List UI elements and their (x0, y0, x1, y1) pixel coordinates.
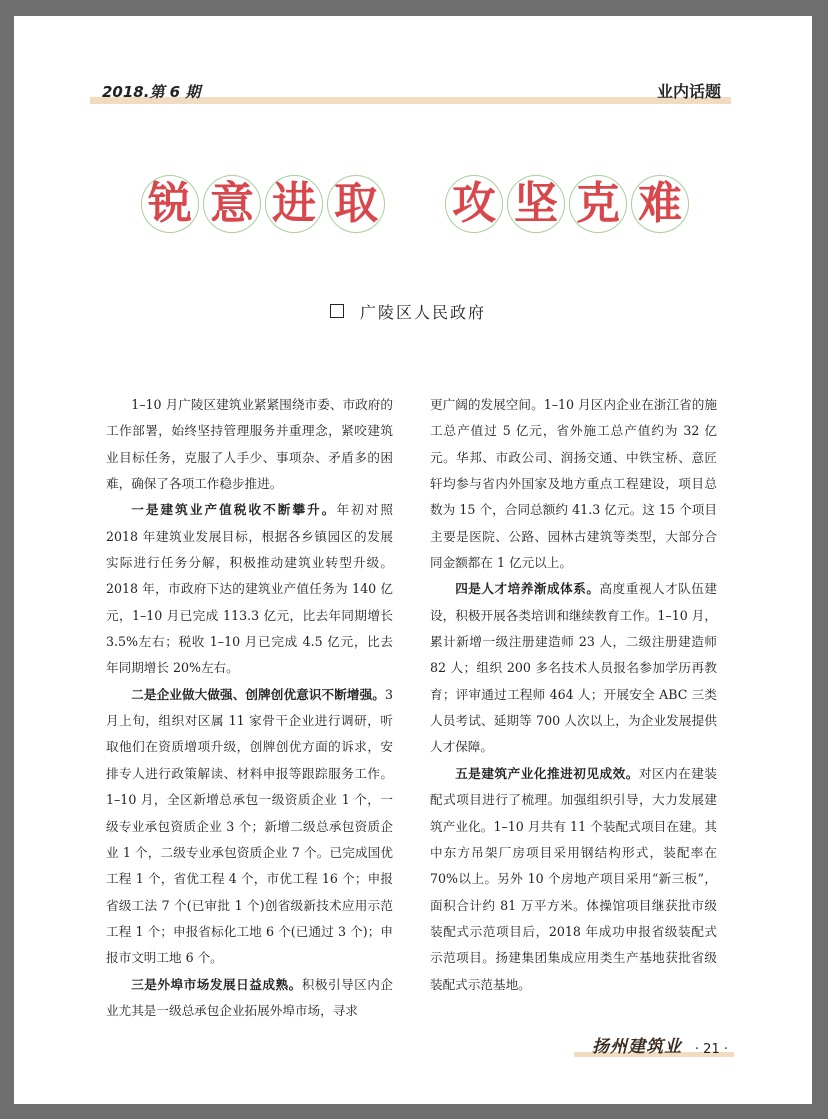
title-char: 锐 (140, 174, 200, 234)
title-char: 攻 (444, 174, 504, 234)
author-name: 广陵区人民政府 (360, 302, 487, 322)
title-char: 难 (630, 174, 690, 234)
article-title (140, 174, 700, 234)
magazine-page (14, 16, 812, 1104)
paragraph: 更广阔的发展空间。1–10 月区内企业在浙江省的施工总产值过 5 亿元，省外施工总产值约为 32 亿元。华邦、市政公司、润扬交通、中铁宝桥、意匠轩均参与省内外国家及地方重点工程建设，项目总数为 15 个，合同总额约 41.3 亿元。这 15 个项目主要是医院、公路、园林古建筑等类型，大部分合同金额都在 1 亿元以上。 (430, 397, 717, 571)
paragraph: 二是企业做大做强、创牌创优意识不断增强。3 月上旬，组织对区属 11 家骨干企业进行调研，听取他们在资质增项升级，创牌创优方面的诉求，安排专人进行政策解读、材料申报等跟踪服务工作。1–10 月，全区新增总承包一级资质企业 1 个，一级专业承包资质企业 3 个；新增二级总承包资质企业 1 个，二级专业承包资质企业 7 个。已完成国优工程 1 个，省优工程 4 个，市优工程 16 个；申报省级工法 7 个(已审批 1 个)创省级新技术应用示范工程 1 个；申报省标化工地 6 个(已通过 3 个)；申报市文明工地 6 个。 (106, 686, 393, 966)
title-char: 克 (568, 174, 628, 234)
title-char: 进 (264, 174, 324, 234)
author-line (330, 300, 486, 322)
paragraph: 一是建筑业产值税收不断攀升。年初对照 2018 年建筑业发展目标，根据各乡镇园区的发展实际进行任务分解，积极推动建筑业转型升级。2018 年，市政府下达的建筑业产值任务为 140 亿元，1–10 月已完成 113.3 亿元，比去年同期增长 3.5%左右；税收 1–10 月已完成 4.5 亿元，比去年同期增长 20%左右。 (106, 502, 394, 676)
paragraph: 五是建筑产业化推进初见成效。对区内在建装配式项目进行了梳理。加强组织引导，大力发展建筑产业化。1–10 月共有 11 个装配式项目在建。其中东方吊架厂房项目采用钢结构形式，装配率在 70%以上。另外 10 个房地产项目采用“新三板”，面积合计约 81 万平方米。体操馆项目继获批市级装配式示范项目后，2018 年成功申报省级装配式示范项目。扬建集团集成应用类生产基地获批省级装配式示范基地。 (430, 765, 718, 992)
page-header (90, 82, 731, 104)
title-char: 意 (202, 174, 262, 234)
text-column-left (106, 392, 393, 1024)
title-char: 坚 (506, 174, 566, 234)
paragraph: 1–10 月广陵区建筑业紧紧围绕市委、市政府的工作部署，始终坚持管理服务并重理念，紧咬建筑业目标任务，克服了人手少、事项杂、矛盾多的困难，确保了各项工作稳步推进。 (106, 397, 393, 492)
square-bullet-icon (330, 304, 344, 318)
text-column-right (430, 392, 717, 998)
paragraph: 三是外埠市场发展日益成熟。积极引导区内企业尤其是一级总承包企业拓展外埠市场，寻求 (106, 976, 394, 1018)
section-label: 业内话题 (656, 82, 721, 101)
page-footer (574, 1039, 734, 1059)
page-number: · 21 · (694, 1042, 728, 1057)
paragraph: 四是人才培养渐成体系。高度重视人才队伍建设，积极开展各类培训和继续教育工作。1–10 月，累计新增一级注册建造师 23 人，二级注册建造师 82 人；组织 200 多名技术人员报名参加学历再教育；评审通过工程师 464 人；开展安全 ABC 三类人员考试、延期等 700 人次以上，为企业发展提供人才保障。 (430, 581, 718, 755)
magazine-logo: 扬州建筑业 (592, 1037, 682, 1057)
title-char: 取 (326, 174, 386, 234)
issue-label: 2018.第 6 期 (102, 83, 201, 101)
